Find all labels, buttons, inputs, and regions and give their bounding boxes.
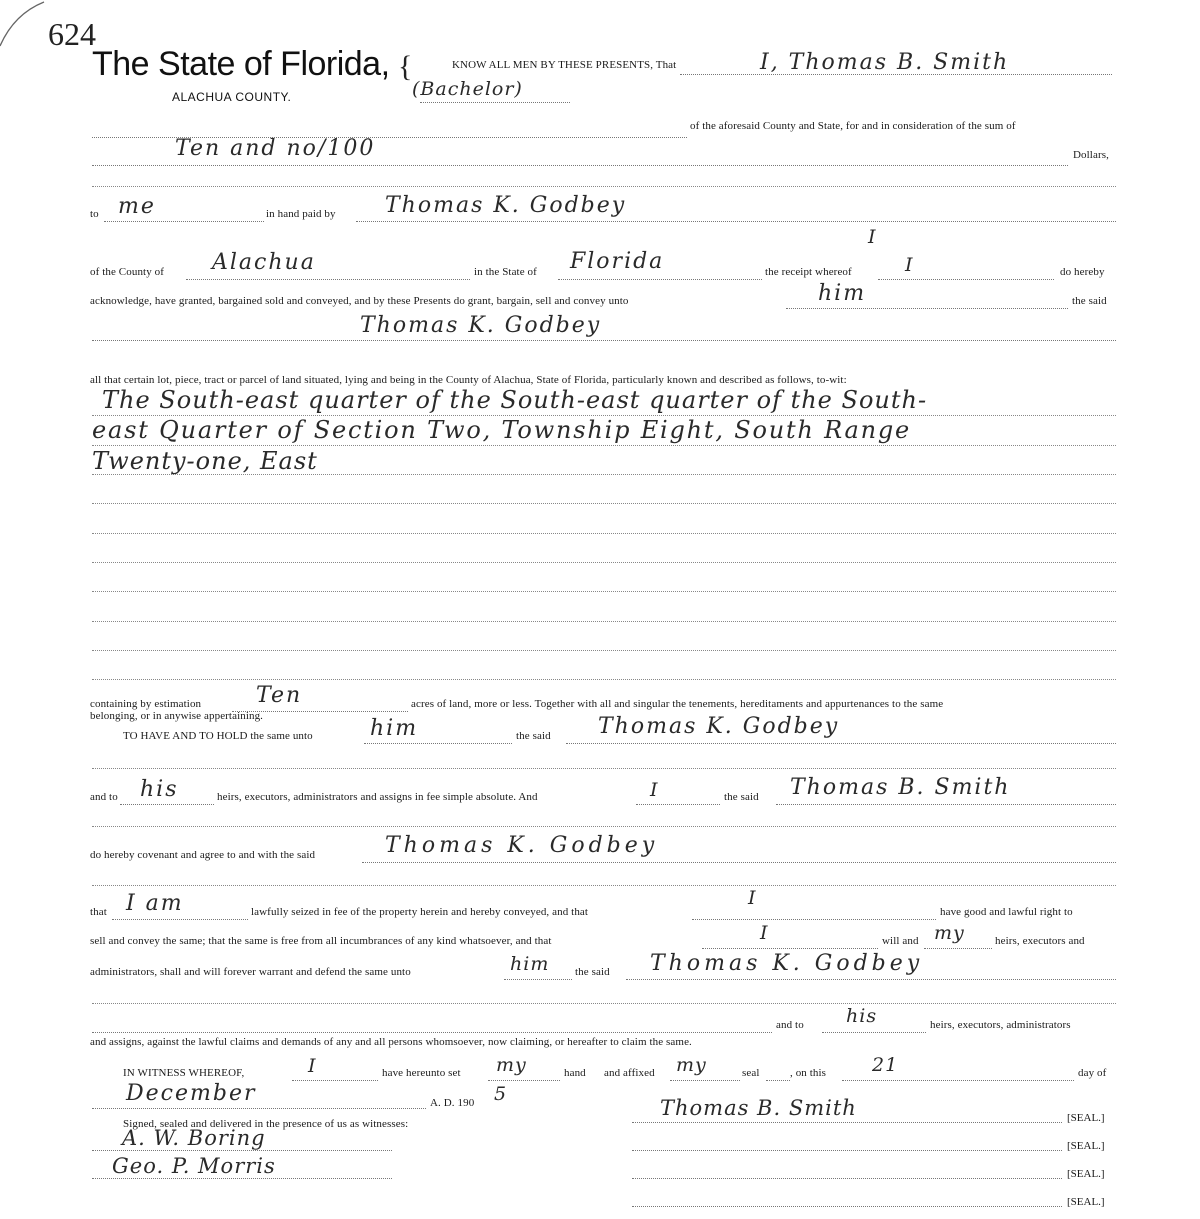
blank-line-5 [92, 1003, 1116, 1004]
brace-bracket: { [398, 50, 413, 83]
signed-sealed-text: Signed, sealed and delivered in the presence of us as witnesses: [123, 1118, 409, 1130]
covenant-text: do hereby covenant and agree to and with the said [90, 849, 316, 861]
seal-text: seal [742, 1067, 760, 1079]
signature-line-2 [632, 1150, 1062, 1151]
dollars-text: Dollars, [1073, 149, 1109, 161]
to-have-grantee-line [566, 743, 1116, 744]
my2-handwriting: my [676, 1054, 707, 1076]
grantor-handwriting: I, Thomas B. Smith [760, 50, 1010, 75]
acres-handwriting: Ten [256, 683, 303, 708]
to-have-said-text: the said [516, 730, 551, 742]
grantor-signature: Thomas B. Smith [660, 1096, 857, 1120]
covenant-line [362, 862, 1116, 863]
signature-line-1 [632, 1122, 1062, 1123]
heirs-end-his-handwriting: his [846, 1005, 878, 1027]
aforesaid-text: of the aforesaid County and State, for and in consideration of the sum of [690, 120, 1016, 132]
heirs-end-line [92, 1032, 772, 1033]
to-have-grantee-handwriting: Thomas K. Godbey [598, 714, 840, 739]
page-number: 624 [48, 16, 96, 52]
his-line [120, 804, 214, 805]
covenant-grantee-handwriting: Thomas K. Godbey [385, 833, 659, 858]
seal-label-1: [SEAL.] [1067, 1112, 1105, 1124]
and-i-line [636, 804, 720, 805]
lawfully-text: lawfully seized in fee of the property herein and hereby conveyed, and that [251, 906, 589, 918]
day-line [842, 1080, 1074, 1081]
affixed-text: and affixed [604, 1067, 655, 1079]
my1-handwriting: my [496, 1054, 527, 1076]
signature-line-3 [632, 1178, 1062, 1179]
desc-line-7 [92, 591, 1116, 592]
month-handwriting: December [126, 1081, 257, 1106]
desc-line-2 [92, 445, 1116, 446]
to-line [104, 221, 264, 222]
the-said-text: the said [1072, 295, 1107, 307]
state-title: The State of Florida, [92, 45, 390, 83]
to-have-unto-handwriting: him [370, 716, 419, 741]
receipt-handwriting: I [905, 254, 914, 276]
blank-line-4 [92, 885, 1116, 886]
status-handwriting: (Bachelor) [412, 78, 523, 100]
receipt-text: the receipt whereof [765, 266, 852, 278]
heirs-said-text: the said [724, 791, 759, 803]
that-text: that [90, 906, 107, 918]
seal-label-4: [SEAL.] [1067, 1196, 1105, 1208]
land-desc-1: The South-east quarter of the South-east quarter of the South- [102, 386, 928, 414]
to-handwriting: me [118, 194, 156, 219]
acres-text: acres of land, more or less. Together with all and singular the tenements, hereditaments and appurtenances to the same [411, 698, 944, 710]
land-intro-text: all that certain lot, piece, tract or parcel of land situated, lying and being in the County of Alachua, State of Florida, particularly known and described as follows, to-wit: [90, 374, 847, 386]
payer-handwriting: Thomas K. Godbey [385, 193, 627, 218]
desc-line-6 [92, 562, 1116, 563]
my-line [924, 948, 992, 949]
that-i-line [692, 919, 936, 920]
county-handwriting: Alachua [212, 250, 316, 275]
administrators-text: administrators, shall and will forever warrant and defend the same unto [90, 966, 411, 978]
have-good-text: have good and lawful right to [940, 906, 1073, 918]
and-assigns-text: and assigns, against the lawful claims and demands of any and all persons whomsoever, now claiming, or hereafter to claim the same. [90, 1036, 692, 1048]
in-hand-paid-text: in hand paid by [266, 208, 336, 220]
sell-convey-text: sell and convey the same; that the same is free from all incumbrances of any kind whatsoever, and that [90, 935, 552, 947]
my1-line [488, 1080, 560, 1081]
have-hereunto-text: have hereunto set [382, 1067, 461, 1079]
iam-line [112, 919, 248, 920]
warrant-him-handwriting: him [510, 953, 550, 975]
know-all-text: KNOW ALL MEN BY THESE PRESENTS, That [452, 59, 677, 71]
to-have-text: TO HAVE AND TO HOLD the same unto [123, 730, 313, 742]
sum-handwriting: Ten and no/100 [175, 136, 376, 161]
that-i2-handwriting: I [760, 922, 769, 944]
heirs-end-text: heirs, executors, administrators [930, 1019, 1071, 1031]
and-i-handwriting: I [650, 779, 659, 801]
acknowledge-text: acknowledge, have granted, bargained sold and conveyed, and by these Presents do grant, bargain, sell and convey unto [90, 295, 629, 307]
signature-line-4 [632, 1206, 1062, 1207]
ad-text: A. D. 190 [430, 1097, 475, 1109]
will-and-text: will and [882, 935, 919, 947]
warrant-grantee-handwriting: Thomas K. Godbey [650, 951, 924, 976]
state-handwriting: Florida [570, 249, 665, 274]
land-desc-2: east Quarter of Section Two, Township Eight, South Range [92, 416, 912, 444]
land-desc-3: Twenty-one, East [92, 447, 318, 475]
desc-line-8 [92, 621, 1116, 622]
witness1-signature: A. W. Boring [122, 1126, 266, 1150]
desc-line-10 [92, 679, 1116, 680]
witness-i-handwriting: I [308, 1055, 317, 1077]
sum-line [92, 165, 1068, 166]
to-have-unto-line [364, 743, 512, 744]
blank-line-1 [92, 186, 1116, 187]
seal-label-2: [SEAL.] [1067, 1140, 1105, 1152]
year-handwriting: 5 [494, 1083, 508, 1105]
grantee-handwriting: Thomas K. Godbey [360, 313, 602, 338]
witness2-line [92, 1178, 392, 1179]
heirs-exec-text: heirs, executors and [995, 935, 1085, 947]
of-county-text: of the County of [90, 266, 165, 278]
seal-label-3: [SEAL.] [1067, 1168, 1105, 1180]
that-i-handwriting: I [748, 887, 757, 909]
witness2-signature: Geo. P. Morris [112, 1154, 276, 1178]
his-handwriting: his [140, 777, 179, 802]
status-line [420, 102, 570, 103]
blank-line-3 [92, 826, 1116, 827]
witness-i-line [292, 1080, 378, 1081]
that-i2-line [702, 948, 878, 949]
iam-handwriting: I am [126, 891, 184, 916]
desc-line-9 [92, 650, 1116, 651]
receipt-above-handwriting: I [868, 226, 877, 248]
in-state-text: in the State of [474, 266, 537, 278]
my-handwriting: my [934, 922, 965, 944]
payer-line [356, 221, 1116, 222]
belonging-text: belonging, or in anywise appertaining. [90, 710, 264, 722]
warrant-said-text: the said [575, 966, 610, 978]
grantee-line [92, 340, 1116, 341]
heirs-text: heirs, executors, administrators and assigns in fee simple absolute. And [217, 791, 538, 803]
warrant-grantee-line [626, 979, 1116, 980]
unto-handwriting: him [818, 281, 867, 306]
heirs-end-and-to-text: and to [776, 1019, 804, 1031]
month-line [92, 1108, 426, 1109]
heirs-grantor-line [776, 804, 1116, 805]
blank-line-2 [92, 768, 1116, 769]
to-text: to [90, 208, 99, 220]
county-line [186, 279, 470, 280]
desc-line-5 [92, 533, 1116, 534]
do-hereby-text: do hereby [1060, 266, 1105, 278]
on-this-text: , on this [790, 1067, 827, 1079]
seal-dot-line [766, 1080, 790, 1081]
warrant-him-line [504, 979, 572, 980]
witness1-line [92, 1150, 392, 1151]
unto-line [786, 308, 1068, 309]
my2-line [670, 1080, 740, 1081]
heirs-end-his-line [822, 1032, 926, 1033]
heirs-grantor-handwriting: Thomas B. Smith [790, 775, 1011, 800]
hand-text: hand [564, 1067, 586, 1079]
desc-line-4 [92, 503, 1116, 504]
state-line [558, 279, 762, 280]
and-to-text: and to [90, 791, 118, 803]
day-of-text: day of [1078, 1067, 1107, 1079]
day-handwriting: 21 [872, 1054, 899, 1076]
containing-text: containing by estimation [90, 698, 202, 710]
in-witness-text: IN WITNESS WHEREOF, [123, 1067, 245, 1079]
receipt-line [878, 279, 1054, 280]
county-title: ALACHUA COUNTY. [172, 90, 292, 104]
